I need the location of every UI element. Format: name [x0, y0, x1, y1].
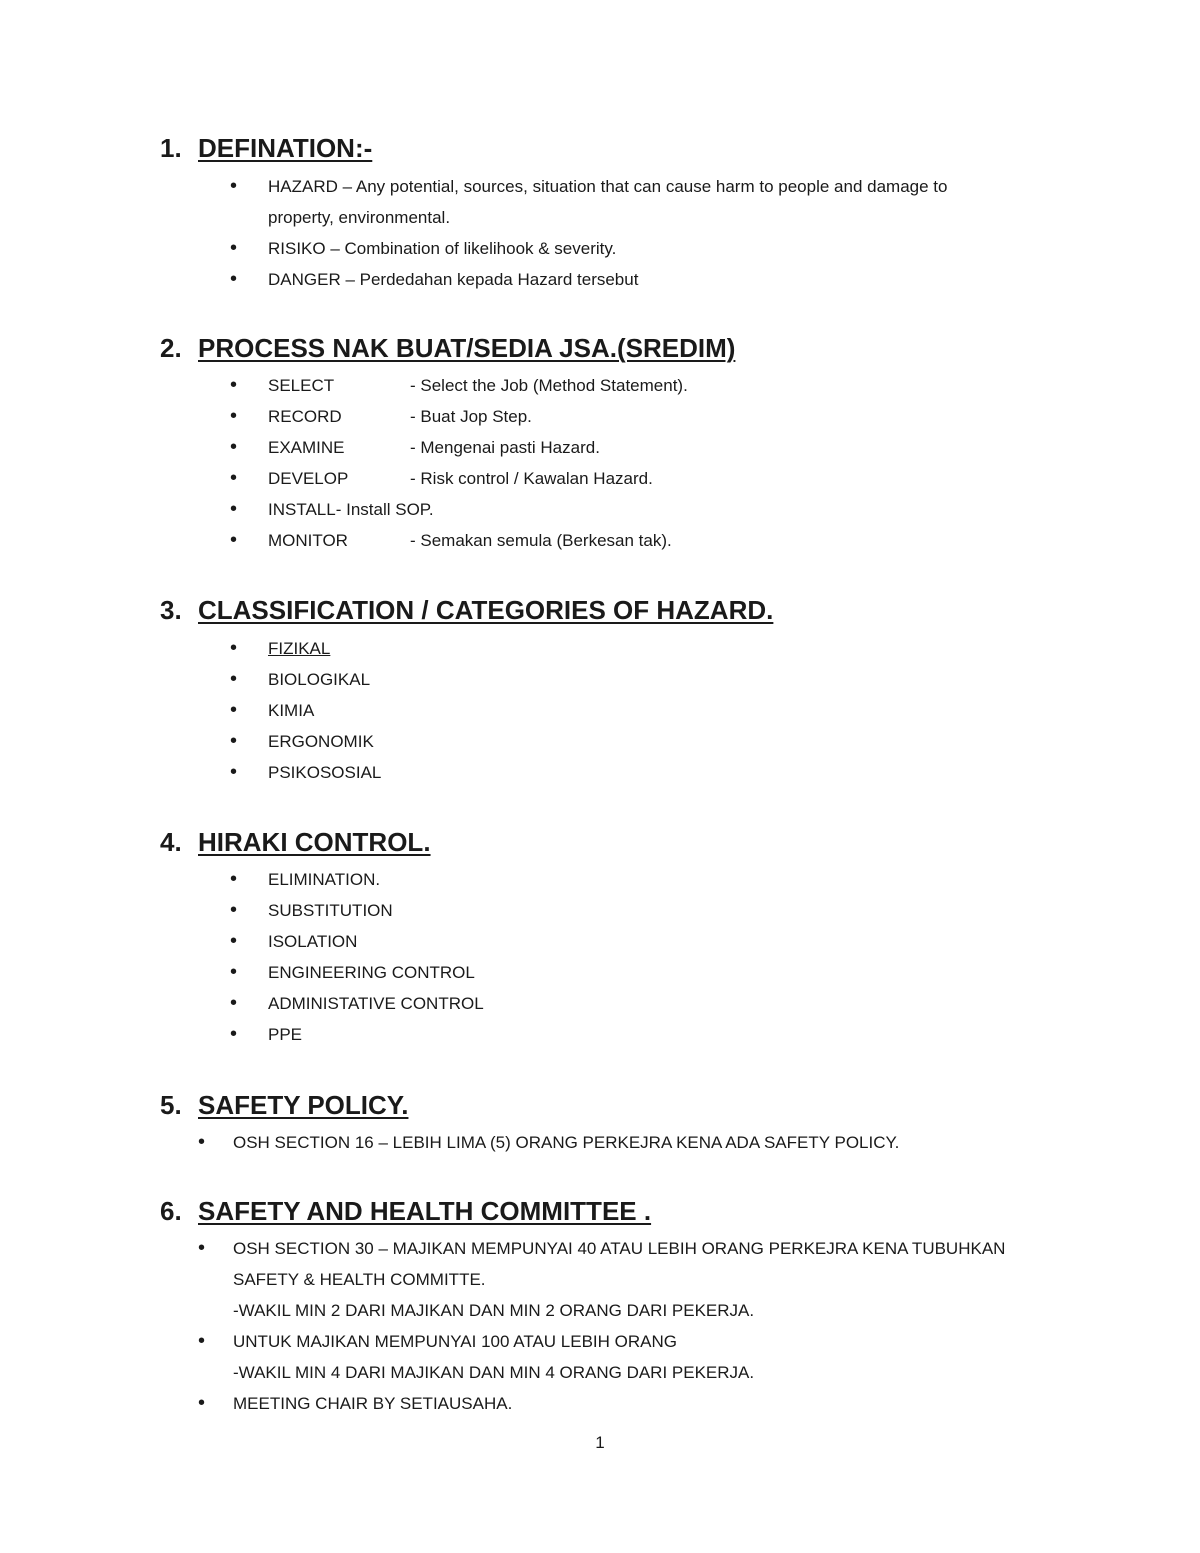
section-safety-policy	[160, 1089, 1120, 1158]
list-item	[160, 1326, 1120, 1388]
item-text-line: -WAKIL MIN 4 DARI MAJIKAN DAN MIN 4 ORANG DARI PEKERJA.	[233, 1363, 755, 1382]
item-text-line: SAFETY & HEALTH COMMITTE.	[233, 1270, 486, 1289]
item-text-line: MEETING CHAIR BY SETIAUSAHA.	[233, 1394, 513, 1413]
list-item: • BIOLOGIKAL	[160, 664, 1120, 695]
section-title: HIRAKI CONTROL.	[198, 827, 431, 857]
section-number: 1.	[160, 133, 182, 163]
list-item: • ELIMINATION.	[160, 864, 1120, 895]
section-title: DEFINATION:-	[198, 133, 373, 163]
bullet-list	[160, 633, 1120, 788]
section-heading	[160, 594, 1120, 626]
section-title: SAFETY AND HEALTH COMMITTEE .	[198, 1196, 652, 1226]
item-key: RECORD	[268, 407, 342, 426]
list-item: • RISIKO – Combination of likelihook & severity.	[160, 233, 1120, 264]
section-number: 2.	[160, 333, 182, 363]
list-item	[160, 171, 1120, 233]
section-number: 3.	[160, 595, 182, 625]
item-text-line: HAZARD – Any potential, sources, situation that can cause harm to people and damage to	[268, 177, 948, 196]
item-key: MONITOR	[268, 531, 348, 550]
item-key: DEVELOP	[268, 469, 349, 488]
bullet-list	[160, 864, 1120, 1050]
section-heading	[160, 826, 1120, 858]
section-heading	[160, 1089, 1120, 1121]
bullet-list	[160, 1127, 1120, 1158]
list-item	[160, 370, 1120, 401]
list-item: • ISOLATION	[160, 926, 1120, 957]
list-item	[160, 525, 1120, 556]
list-item: • KIMIA	[160, 695, 1120, 726]
list-item: • ENGINEERING CONTROL	[160, 957, 1120, 988]
list-item: • PSIKOSOSIAL	[160, 757, 1120, 788]
section-number: 5.	[160, 1090, 182, 1120]
list-item: • ADMINISTATIVE CONTROL	[160, 988, 1120, 1019]
section-number: 6.	[160, 1196, 182, 1226]
list-item	[160, 1233, 1120, 1326]
section-classification	[160, 594, 1120, 788]
section-number: 4.	[160, 827, 182, 857]
section-safety-committee	[160, 1195, 1120, 1419]
bullet-list	[160, 370, 1120, 556]
list-item: • DANGER – Perdedahan kepada Hazard tersebut	[160, 264, 1120, 295]
list-item: • SUBSTITUTION	[160, 895, 1120, 926]
item-value: - Mengenai pasti Hazard.	[410, 438, 600, 457]
section-title: PROCESS NAK BUAT/SEDIA JSA.(SREDIM)	[198, 333, 736, 363]
item-text-line: -WAKIL MIN 2 DARI MAJIKAN DAN MIN 2 ORANG DARI PEKERJA.	[233, 1301, 755, 1320]
section-heading	[160, 132, 1120, 164]
section-defination	[160, 132, 1120, 295]
bullet-list	[160, 171, 1120, 295]
section-heading	[160, 1195, 1120, 1227]
item-key: SELECT	[268, 376, 335, 395]
section-title: SAFETY POLICY.	[198, 1090, 409, 1120]
page-number: 1	[595, 1433, 605, 1452]
list-item: • OSH SECTION 16 – LEBIH LIMA (5) ORANG PERKEJRA KENA ADA SAFETY POLICY.	[160, 1127, 1120, 1158]
item-text: FIZIKAL	[268, 639, 331, 658]
list-item: • PPE	[160, 1019, 1120, 1050]
item-value: - Semakan semula (Berkesan tak).	[410, 531, 672, 550]
list-item	[160, 432, 1120, 463]
list-item	[160, 401, 1120, 432]
list-item: • INSTALL- Install SOP.	[160, 494, 1120, 525]
item-text-line: UNTUK MAJIKAN MEMPUNYAI 100 ATAU LEBIH ORANG	[233, 1332, 677, 1351]
item-text-line: OSH SECTION 30 – MAJIKAN MEMPUNYAI 40 ATAU LEBIH ORANG PERKEJRA KENA TUBUHKAN	[233, 1239, 1006, 1258]
item-key: EXAMINE	[268, 438, 345, 457]
section-hiraki-control	[160, 826, 1120, 1050]
item-text-line: property, environmental.	[268, 208, 451, 227]
section-process	[160, 332, 1120, 556]
list-item	[160, 633, 1120, 664]
bullet-list	[160, 1233, 1120, 1419]
list-item	[160, 1388, 1120, 1419]
item-value: - Buat Jop Step.	[410, 407, 532, 426]
item-value: - Select the Job (Method Statement).	[410, 376, 688, 395]
list-item: • ERGONOMIK	[160, 726, 1120, 757]
item-value: - Risk control / Kawalan Hazard.	[410, 469, 653, 488]
list-item	[160, 463, 1120, 494]
section-heading	[160, 332, 1120, 364]
section-title: CLASSIFICATION / CATEGORIES OF HAZARD.	[198, 595, 774, 625]
